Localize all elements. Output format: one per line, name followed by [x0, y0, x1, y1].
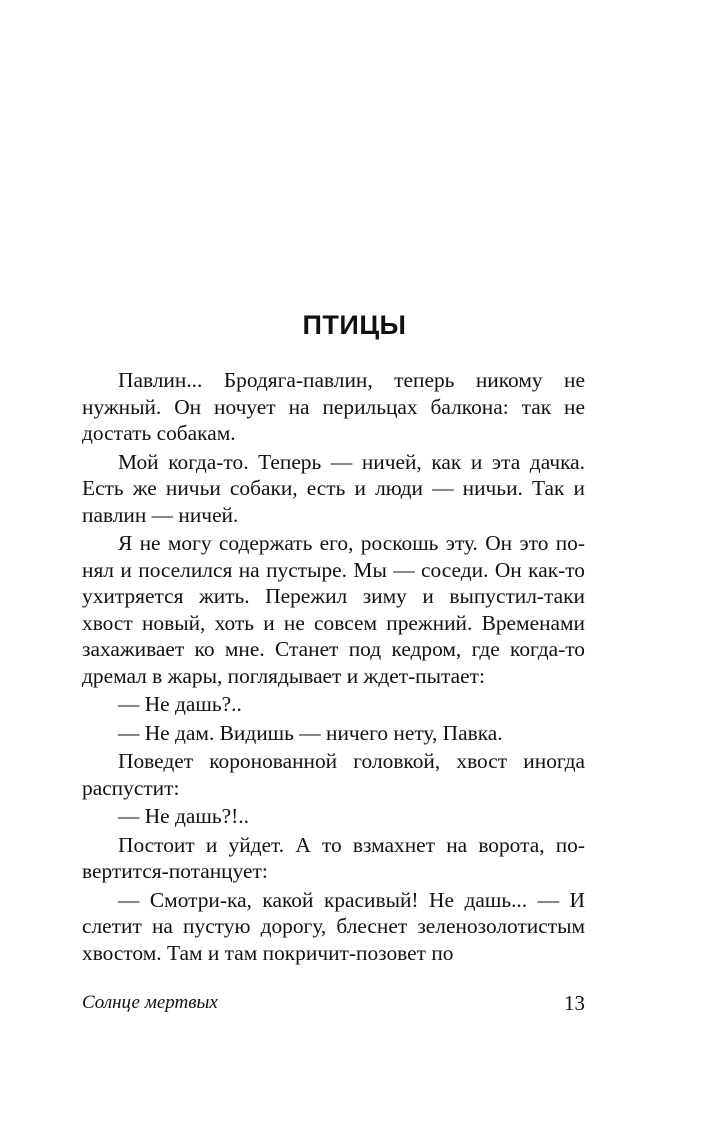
paragraph: Поведет коронованной головкой, хвост иногда распустит: — [82, 749, 585, 800]
dialogue-line: — Смотри-ка, какой красивый! Не дашь... — И слетит на пустую дорогу, блеснет зеленозолотистым хвостом. Там и там покричит-позовет по — [82, 887, 585, 965]
dialogue-line: — Не дам. Видишь — ничего нету, Павка. — [118, 720, 503, 745]
dialogue-line: — Не дашь?.. — [118, 692, 242, 716]
dialogue-line: — Не дашь?!.. — [118, 804, 249, 828]
paragraph: Павлин... Бродяга-павлин, теперь никому не нужный. Он ночует на перильцах балкона: так не достать собакам. — [82, 368, 585, 445]
paragraph: Мой когда-то. Теперь — ничей, как и эта дачка. Есть же ничьи собаки, есть и люди — ничьи. Так и павлин — ничей. — [82, 449, 585, 527]
chapter-body — [82, 367, 585, 966]
paragraph: Постоит и уйдет. А то взмахнет на ворота, повертится-потанцует: — [82, 832, 585, 883]
page-number: 13 — [564, 991, 585, 1015]
page-footer — [82, 990, 585, 1018]
running-footer-title: Солнце мертвых — [82, 992, 218, 1013]
chapter-title: ПТИЦЫ — [302, 310, 407, 340]
paragraph: Я не могу содержать его, роскошь эту. Он это понял и поселился на пустыре. Мы — соседи. Он как-то ухитряется жить. Пережил зиму и выпустил-таки хвост новый, хоть и не совсем прежний. Временами захаживает ко мне. Станет под кедром, где когда-то дремал в жары, поглядывает и ждет-пытает: — [82, 531, 585, 688]
